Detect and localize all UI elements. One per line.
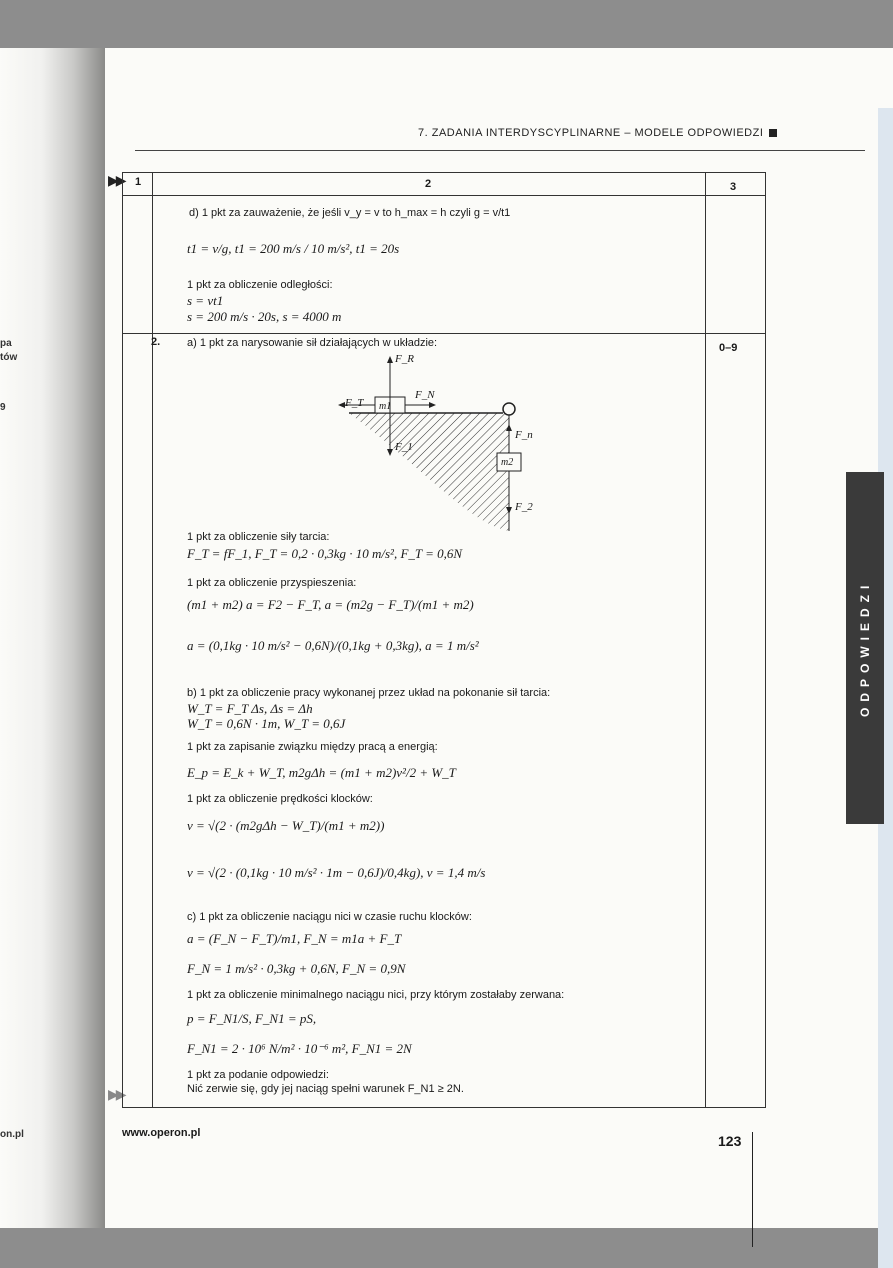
- row1-distance-formula: s = 200 m/s · 20s, s = 4000 m: [187, 309, 342, 324]
- page-number: 123: [718, 1133, 742, 1149]
- column-header: 3: [730, 181, 737, 193]
- speed-formula: v = √(2 · (m2gΔh − W_T)/(m1 + m2)): [187, 818, 385, 833]
- diagram-label: m1: [379, 401, 392, 412]
- min-tension-formula: F_N1 = 2 · 10⁶ N/m² · 10⁻⁶ m², F_N1 = 2N: [187, 1041, 412, 1056]
- footer-rule: [752, 1132, 753, 1247]
- row2-b-text: b) 1 pkt za obliczenie pracy wykonanej przez układ na pokonanie sił tarcia:: [187, 687, 551, 699]
- running-header-title: 7. ZADANIA INTERDYSCYPLINARNE – MODELE ODPOWIEDZI: [418, 127, 764, 139]
- table-header-row: [123, 173, 765, 196]
- diagram-label: F_n: [515, 429, 533, 441]
- answer-table: [122, 172, 766, 1108]
- section-side-tab-label: ODPOWIEDZI: [858, 579, 872, 717]
- row1-d-formula: t1 = v/g, t1 = 200 m/s / 10 m/s², t1 = 20s: [187, 241, 400, 256]
- friction-formula: F_T = fF_1, F_T = 0,2 · 0,3kg · 10 m/s², F_T = 0,6N: [187, 546, 463, 561]
- row-divider: [123, 333, 765, 334]
- work-formula: W_T = 0,6N · 1m, W_T = 0,6J: [187, 716, 346, 731]
- double-arrow-icon: ▶▶: [108, 1086, 124, 1102]
- diagram-label: F_R: [395, 353, 414, 365]
- left-page-fragment: 9: [0, 402, 6, 413]
- row2-c-text: c) 1 pkt za obliczenie naciągu nici w czasie ruchu klocków:: [187, 911, 472, 923]
- row1-distance-formula: s = vt1: [187, 293, 224, 308]
- website-footer: www.operon.pl: [122, 1127, 201, 1139]
- answer-label: 1 pkt za podanie odpowiedzi:: [187, 1069, 329, 1081]
- diagram-label: F_T: [345, 397, 364, 409]
- row-points: 0–9: [719, 342, 738, 354]
- diagram-label: F_2: [515, 501, 533, 513]
- left-page-fragment: tów: [0, 352, 18, 363]
- book-spine-shadow: [0, 48, 105, 1228]
- tension-formula: a = (F_N − F_T)/m1, F_N = m1a + F_T: [187, 931, 402, 946]
- row2-a-text: a) 1 pkt za narysowanie sił działających w układzie:: [187, 337, 438, 349]
- diagram-label: F_1: [395, 441, 413, 453]
- diagram-label: F_N: [415, 389, 435, 401]
- min-tension-formula: p = F_N1/S, F_N1 = pS,: [187, 1011, 317, 1026]
- header-rule: [135, 150, 865, 151]
- tension-formula: F_N = 1 m/s² · 0,3kg + 0,6N, F_N = 0,9N: [187, 961, 406, 976]
- acceleration-formula: a = (0,1kg · 10 m/s² − 0,6N)/(0,1kg + 0,3kg), a = 1 m/s²: [187, 638, 479, 653]
- left-page-footer: on.pl: [0, 1129, 24, 1140]
- work-formula: W_T = F_T Δs, Δs = Δh: [187, 701, 313, 716]
- double-arrow-icon: ▶▶: [108, 172, 124, 188]
- min-tension-label: 1 pkt za obliczenie minimalnego naciągu nici, przy którym zostałaby zerwana:: [187, 989, 565, 1001]
- speed-label: 1 pkt za obliczenie prędkości klocków:: [187, 793, 373, 805]
- column-header: 1: [135, 176, 142, 188]
- section-side-tab: [846, 472, 884, 824]
- acceleration-formula: (m1 + m2) a = F2 − F_T, a = (m2g − F_T)/(m1 + m2): [187, 597, 474, 612]
- row1-distance-label: 1 pkt za obliczenie odległości:: [187, 279, 333, 291]
- left-page-fragment: pa: [0, 338, 12, 349]
- column-header: 2: [425, 178, 432, 190]
- acceleration-label: 1 pkt za obliczenie przyspieszenia:: [187, 577, 357, 589]
- column-divider: [152, 173, 153, 1107]
- diagram-label: m2: [501, 457, 514, 468]
- row1-d-text: d) 1 pkt za zauważenie, że jeśli v_y = v to h_max = h czyli g = v/t1: [189, 207, 511, 219]
- column-divider: [705, 173, 706, 1107]
- row-number: 2.: [151, 336, 161, 348]
- friction-label: 1 pkt za obliczenie siły tarcia:: [187, 531, 330, 543]
- running-header: [418, 127, 777, 139]
- energy-formula: E_p = E_k + W_T, m2gΔh = (m1 + m2)v²/2 + W_T: [187, 765, 456, 780]
- answer-text: Nić zerwie się, gdy jej naciąg spełni warunek F_N1 ≥ 2N.: [187, 1083, 464, 1095]
- header-square-icon: [769, 129, 777, 137]
- energy-label: 1 pkt za zapisanie związku między pracą a energią:: [187, 741, 438, 753]
- speed-formula: v = √(2 · (0,1kg · 10 m/s² · 1m − 0,6J)/0,4kg), v = 1,4 m/s: [187, 865, 486, 880]
